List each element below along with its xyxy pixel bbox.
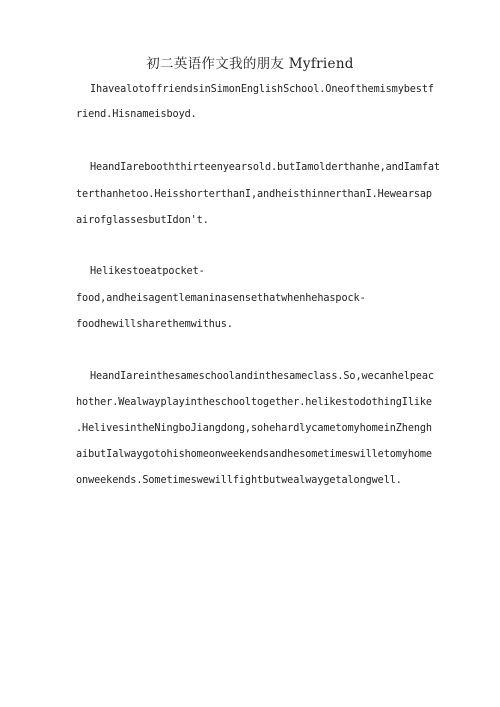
paragraph-line: terthanhetoo.HeisshorterthanI,andheisthinnerthanI.Hewearsap bbox=[76, 189, 432, 200]
paragraph-line: IhavealotoffriendsinSimonEnglishSchool.Oneofthemismybestf bbox=[90, 84, 434, 95]
paragraph-line: aibutIalwaygotohishomeonweekendsandhesometimeswilletomyhome bbox=[76, 449, 432, 460]
paragraph-line: riend.Hisnameisboyd. bbox=[76, 109, 197, 120]
paragraph-line: onweekends.Sometimeswewillfightbutwealwaygetalongwell. bbox=[76, 475, 402, 486]
paragraph-line: Helikestoeatpocket- bbox=[90, 266, 205, 277]
paragraph-line: airofglassesbutIdon't. bbox=[76, 215, 209, 226]
paragraph-line: HeandIareinthesameschoolandinthesameclass.So,wecanhelpeac bbox=[90, 371, 434, 382]
paragraph-line: foodhewillsharethemwithus. bbox=[76, 319, 233, 330]
page-title: 初二英语作文我的朋友 Myfriend bbox=[146, 56, 354, 72]
paragraph-line: .HelivesintheNingboJiangdong,sohehardlycametomyhomeinZhengh bbox=[76, 423, 432, 434]
paragraph-line: HeandIarebooththirteenyearsold.butIamolderthanhe,andIamfat bbox=[90, 162, 440, 173]
paragraph-line: hother.Wealwayplayintheschooltogether.helikestodothingIlike bbox=[76, 397, 432, 408]
paragraph-line: food,andheisagentlemaninasensethatwhenhehaspock- bbox=[76, 293, 366, 304]
